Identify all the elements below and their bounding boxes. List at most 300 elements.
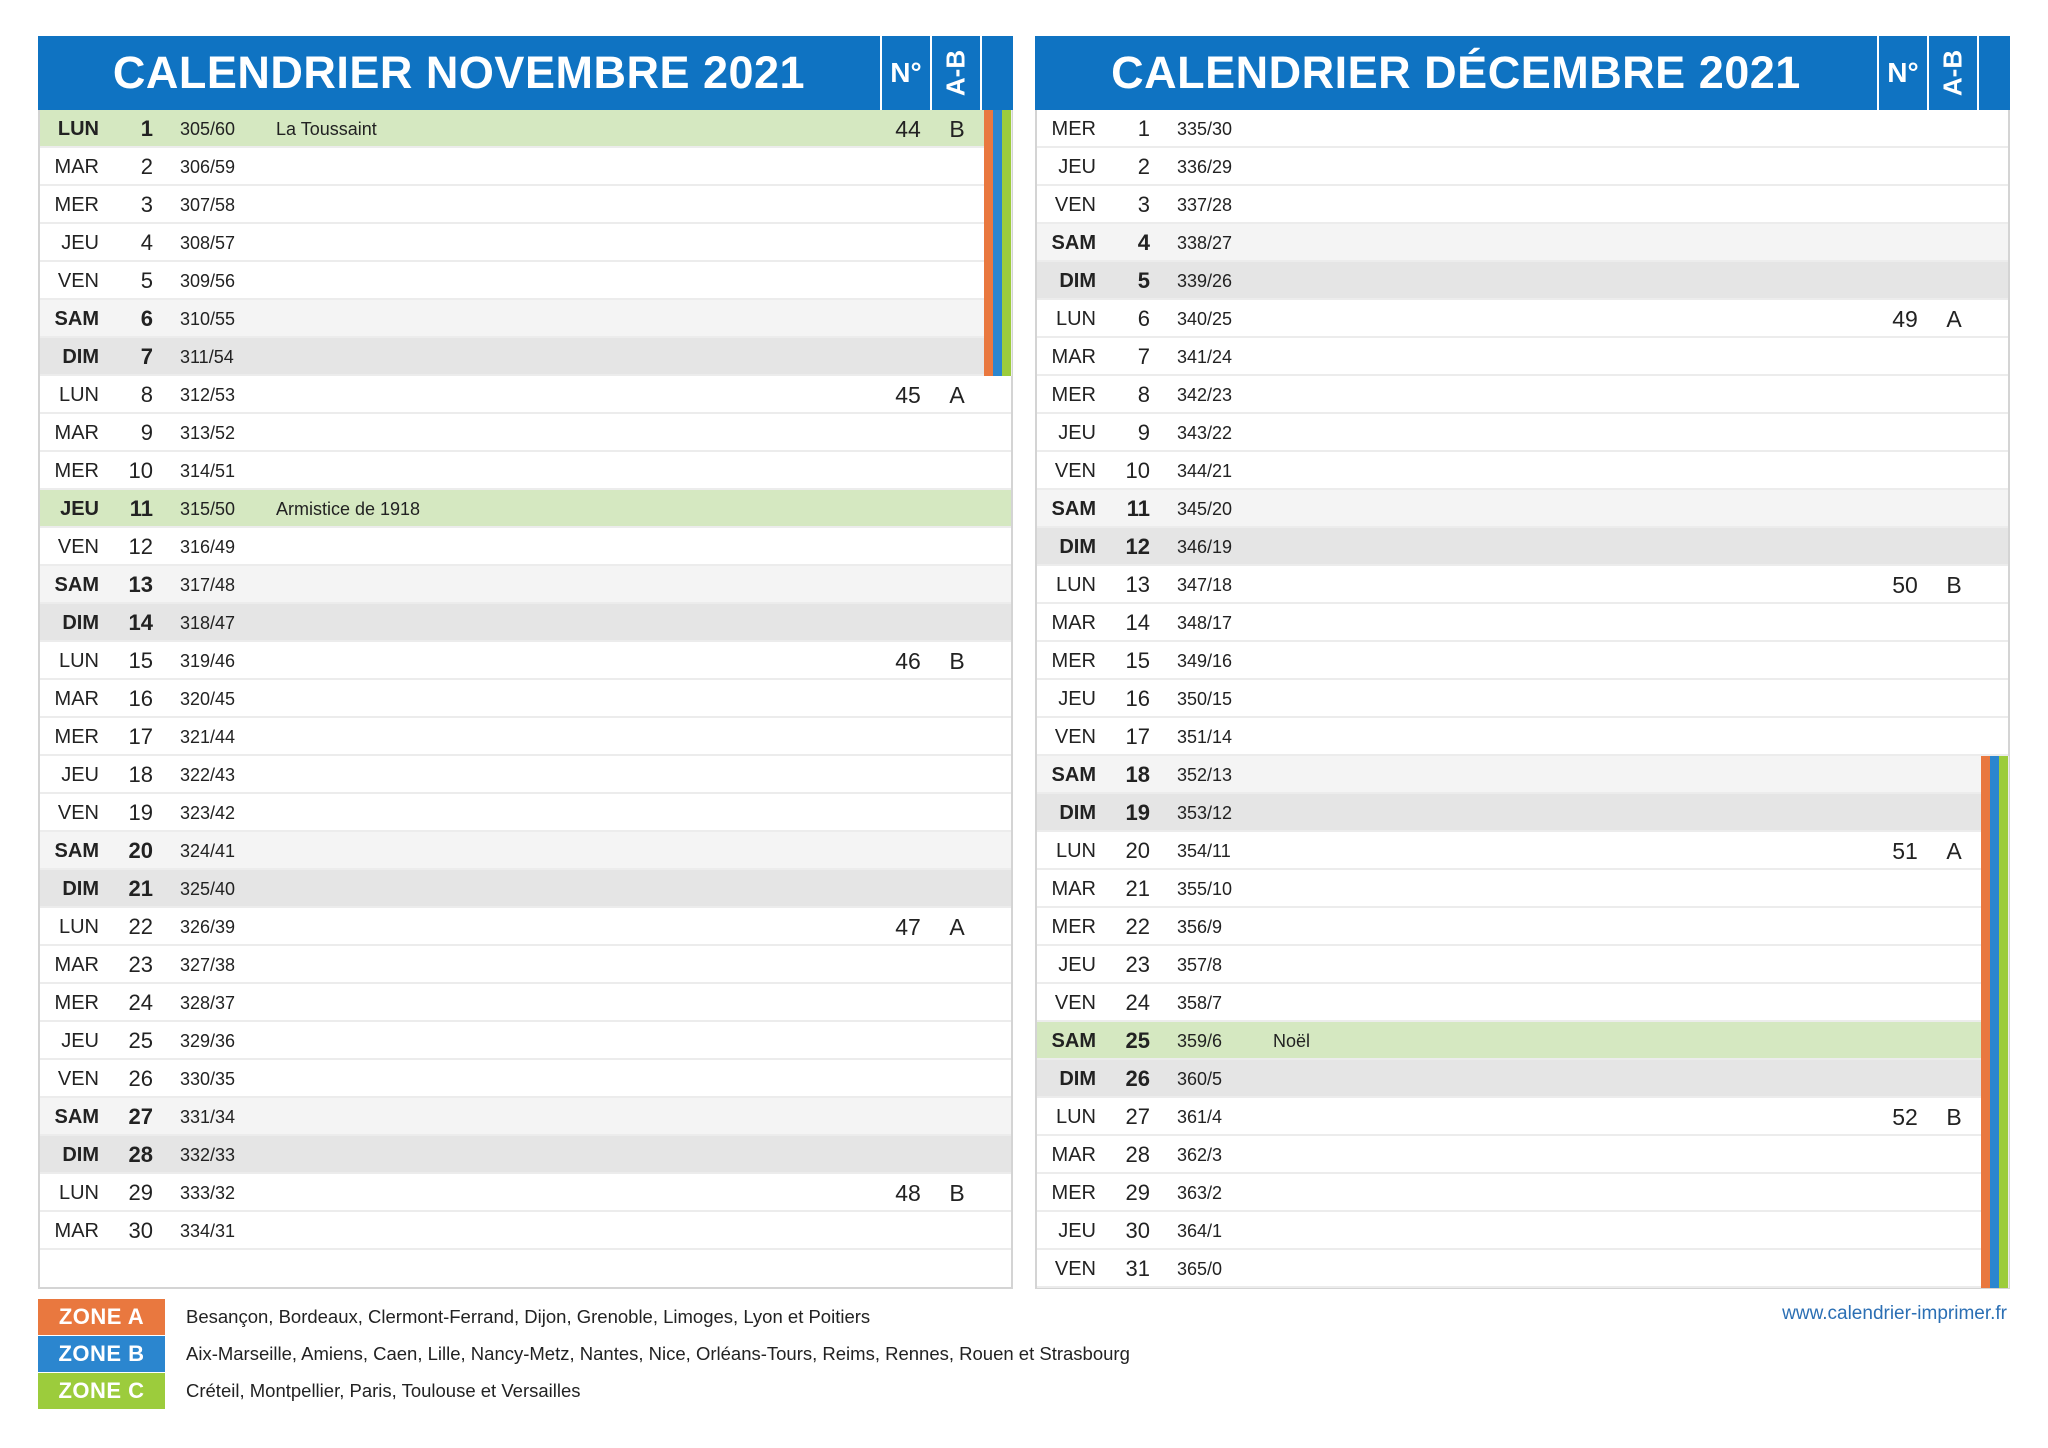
day-of-year: 314/51 — [180, 461, 236, 481]
zone-column-header — [980, 36, 1013, 110]
day-number: 3 — [1137, 192, 1150, 217]
day-of-year: 365/0 — [1177, 1259, 1223, 1279]
calendar-november — [38, 36, 1013, 1289]
school-holiday-zones — [1981, 1098, 2009, 1136]
day-row — [40, 1174, 1011, 1212]
day-row — [1037, 414, 2008, 452]
day-number: 17 — [128, 724, 153, 749]
calendar-header — [38, 36, 1013, 110]
day-number: 6 — [140, 306, 153, 331]
day-number: 9 — [140, 420, 153, 445]
day-of-year: 349/16 — [1177, 651, 1233, 671]
weekday-name: MER — [54, 726, 99, 748]
day-of-year: 360/5 — [1177, 1069, 1223, 1089]
ab-week-header-cell — [930, 36, 980, 110]
day-number: 2 — [1137, 154, 1150, 179]
week-ab: B — [949, 1180, 965, 1206]
day-number: 26 — [128, 1066, 153, 1091]
school-holiday-zones — [1981, 946, 2009, 984]
day-of-year: 356/9 — [1177, 917, 1223, 937]
day-of-year: 321/44 — [180, 727, 236, 747]
zone-c-cities: Créteil, Montpellier, Paris, Toulouse et Versailles — [186, 1380, 581, 1401]
day-number: 11 — [129, 496, 153, 521]
day-of-year: 364/1 — [1177, 1221, 1223, 1241]
day-row — [40, 870, 1011, 908]
day-number: 19 — [1125, 800, 1150, 825]
weekday-name: MER — [1051, 118, 1096, 140]
week-ab: A — [1946, 306, 1962, 332]
week-number: 48 — [895, 1180, 921, 1206]
day-row — [1037, 490, 2008, 528]
day-row — [1037, 1174, 2008, 1212]
day-of-year: 348/17 — [1177, 613, 1233, 633]
weekday-name: VEN — [57, 270, 99, 292]
day-of-year: 311/54 — [180, 347, 234, 367]
weekday-name: LUN — [58, 916, 99, 938]
day-row — [40, 490, 1011, 528]
day-number: 27 — [1125, 1104, 1150, 1129]
school-holiday-zones — [1981, 1212, 2009, 1250]
weekday-name: JEU — [1058, 422, 1096, 444]
weekday-name: MER — [54, 194, 99, 216]
weekday-name: LUN — [1055, 308, 1096, 330]
day-of-year: 354/11 — [1177, 841, 1231, 861]
weekday-name: DIM — [62, 612, 99, 634]
school-holiday-zones — [1981, 1022, 2009, 1060]
day-row — [40, 680, 1011, 718]
weekday-name: DIM — [62, 1144, 99, 1166]
zone-column-header — [1977, 36, 2010, 110]
weekday-name: MAR — [1051, 1144, 1096, 1166]
legend-zone-c — [38, 1373, 1338, 1409]
weekday-name: MAR — [1051, 612, 1096, 634]
day-row — [1037, 642, 2008, 680]
day-number: 13 — [1125, 572, 1150, 597]
day-number: 5 — [1137, 268, 1150, 293]
day-row — [1037, 870, 2008, 908]
weekday-name: VEN — [1054, 1258, 1096, 1280]
school-holiday-zones — [984, 148, 1012, 186]
day-number: 8 — [140, 382, 153, 407]
weekday-name: JEU — [1058, 954, 1096, 976]
day-row — [1037, 1060, 2008, 1098]
day-number: 14 — [128, 610, 153, 635]
day-row — [1037, 1212, 2008, 1250]
day-row — [40, 414, 1011, 452]
day-number: 14 — [1125, 610, 1150, 635]
event-label: La Toussaint — [276, 119, 377, 139]
day-of-year: 325/40 — [180, 879, 236, 899]
day-row — [40, 110, 1011, 148]
weekday-name: VEN — [1054, 992, 1096, 1014]
day-row — [1037, 1022, 2008, 1060]
day-row — [1037, 262, 2008, 300]
day-of-year: 355/10 — [1177, 879, 1233, 899]
weekday-name: SAM — [54, 308, 99, 330]
school-holiday-zones — [984, 300, 1012, 338]
weekday-name: MAR — [1051, 346, 1096, 368]
school-holiday-zones — [984, 338, 1012, 376]
day-of-year: 359/6 — [1177, 1031, 1223, 1051]
day-of-year: 319/46 — [180, 651, 236, 671]
day-number: 3 — [140, 192, 153, 217]
weekday-name: JEU — [61, 1030, 99, 1052]
day-of-year: 310/55 — [180, 309, 236, 329]
weekday-name: SAM — [1051, 1030, 1096, 1052]
day-number: 25 — [128, 1028, 153, 1053]
day-of-year: 335/30 — [1177, 119, 1233, 139]
day-of-year: 361/4 — [1177, 1107, 1223, 1127]
week-ab: A — [949, 914, 965, 940]
school-holiday-zones — [1981, 794, 2009, 832]
zone-c-badge: ZONE C — [38, 1373, 165, 1409]
calendar-title: CALENDRIER NOVEMBRE 2021 — [112, 47, 806, 98]
day-row — [40, 1022, 1011, 1060]
day-number: 25 — [1125, 1028, 1150, 1053]
zone-a-cities: Besançon, Bordeaux, Clermont-Ferrand, Dijon, Grenoble, Limoges, Lyon et Poitiers — [186, 1306, 871, 1327]
day-of-year: 305/60 — [180, 119, 236, 139]
day-row — [40, 186, 1011, 224]
school-holiday-zones — [1981, 1174, 2009, 1212]
school-holiday-zones — [984, 110, 1012, 148]
day-of-year: 357/8 — [1177, 955, 1223, 975]
day-number: 1 — [140, 116, 153, 141]
weekday-name: VEN — [1054, 726, 1096, 748]
weekday-name: JEU — [1058, 688, 1096, 710]
day-row — [40, 642, 1011, 680]
event-label: Noël — [1273, 1031, 1311, 1051]
day-of-year: 351/14 — [1177, 727, 1233, 747]
weekday-name: SAM — [1051, 232, 1096, 254]
day-row — [40, 262, 1011, 300]
day-number: 15 — [128, 648, 153, 673]
day-of-year: 333/32 — [180, 1183, 236, 1203]
school-holiday-zones — [1981, 1060, 2009, 1098]
day-row — [1037, 566, 2008, 604]
day-of-year: 337/28 — [1177, 195, 1233, 215]
school-holiday-zones — [1981, 984, 2009, 1022]
weekday-name: DIM — [1059, 802, 1096, 824]
day-row — [40, 528, 1011, 566]
weekday-name: VEN — [57, 1068, 99, 1090]
day-row — [40, 376, 1011, 414]
day-number: 15 — [1125, 648, 1150, 673]
week-number: 46 — [895, 648, 921, 674]
weekday-name: DIM — [62, 346, 99, 368]
day-of-year: 350/15 — [1177, 689, 1233, 709]
day-of-year: 327/38 — [180, 955, 236, 975]
school-holiday-zones — [984, 224, 1012, 262]
day-number: 22 — [128, 914, 153, 939]
day-number: 17 — [1125, 724, 1150, 749]
weekday-name: SAM — [54, 840, 99, 862]
day-number: 28 — [1125, 1142, 1150, 1167]
day-row — [1037, 1136, 2008, 1174]
weekday-name: MAR — [54, 422, 99, 444]
day-rows — [40, 110, 1011, 1250]
day-number: 16 — [128, 686, 153, 711]
weekday-name: LUN — [58, 650, 99, 672]
day-of-year: 343/22 — [1177, 423, 1233, 443]
zone-a-badge: ZONE A — [38, 1299, 165, 1335]
week-number: 49 — [1892, 306, 1918, 332]
day-of-year: 320/45 — [180, 689, 236, 709]
school-holiday-zones — [1981, 756, 2009, 794]
school-holiday-zones — [1981, 832, 2009, 870]
day-row — [40, 718, 1011, 756]
day-of-year: 307/58 — [180, 195, 236, 215]
day-row — [40, 604, 1011, 642]
day-of-year: 339/26 — [1177, 271, 1233, 291]
weekday-name: LUN — [57, 118, 99, 140]
weekday-name: LUN — [1055, 840, 1096, 862]
day-number: 7 — [1137, 344, 1150, 369]
weekday-name: MAR — [54, 156, 99, 178]
day-of-year: 318/47 — [180, 613, 236, 633]
weekday-name: MAR — [54, 688, 99, 710]
weekday-name: SAM — [1051, 498, 1096, 520]
weekday-name: LUN — [1055, 1106, 1096, 1128]
weekday-name: DIM — [1059, 1068, 1096, 1090]
day-number: 28 — [128, 1142, 153, 1167]
day-number: 6 — [1137, 306, 1150, 331]
day-of-year: 352/13 — [1177, 765, 1233, 785]
weekday-name: LUN — [58, 384, 99, 406]
day-of-year: 338/27 — [1177, 233, 1233, 253]
day-number: 2 — [140, 154, 153, 179]
day-of-year: 316/49 — [180, 537, 236, 557]
day-row — [1037, 832, 2008, 870]
day-of-year: 326/39 — [180, 917, 236, 937]
day-number: 22 — [1125, 914, 1150, 939]
day-of-year: 345/20 — [1177, 499, 1233, 519]
weekday-name: LUN — [58, 1182, 99, 1204]
week-ab: B — [1946, 1104, 1962, 1130]
day-of-year: 331/34 — [180, 1107, 236, 1127]
ab-week-header-cell — [1927, 36, 1977, 110]
weekday-name: VEN — [1054, 460, 1096, 482]
day-number: 24 — [1125, 990, 1150, 1015]
day-number: 4 — [140, 230, 153, 255]
day-row — [40, 832, 1011, 870]
weekday-name: VEN — [1054, 194, 1096, 216]
week-number-header: N° — [1877, 36, 1927, 110]
day-row — [40, 1098, 1011, 1136]
weekday-name: DIM — [1059, 536, 1096, 558]
ab-week-header: A-B — [1937, 49, 1968, 97]
weekday-name: DIM — [62, 878, 99, 900]
event-label: Armistice de 1918 — [276, 499, 421, 519]
day-number: 30 — [1125, 1218, 1150, 1243]
website-link[interactable]: www.calendrier-imprimer.fr — [1782, 1303, 2007, 1324]
day-of-year: 344/21 — [1177, 461, 1233, 481]
day-of-year: 334/31 — [180, 1221, 236, 1241]
day-number: 7 — [140, 344, 153, 369]
day-row — [40, 1136, 1011, 1174]
day-number: 12 — [1125, 534, 1150, 559]
week-ab: B — [1946, 572, 1962, 598]
week-ab: A — [1946, 838, 1962, 864]
weekday-name: MAR — [54, 1220, 99, 1242]
school-holiday-zones — [984, 186, 1012, 224]
day-of-year: 346/19 — [1177, 537, 1233, 557]
day-row — [1037, 376, 2008, 414]
weekday-name: MER — [1051, 650, 1096, 672]
day-of-year: 317/48 — [180, 575, 236, 595]
day-of-year: 330/35 — [180, 1069, 236, 1089]
day-of-year: 309/56 — [180, 271, 236, 291]
zone-b-badge: ZONE B — [38, 1336, 165, 1372]
school-holiday-zones — [1981, 1136, 2009, 1174]
day-number: 29 — [1125, 1180, 1150, 1205]
day-of-year: 341/24 — [1177, 347, 1233, 367]
school-holiday-zones — [1981, 908, 2009, 946]
day-number: 10 — [1125, 458, 1150, 483]
day-number: 18 — [1125, 762, 1150, 787]
day-number: 21 — [128, 876, 153, 901]
week-ab: B — [949, 648, 965, 674]
day-of-year: 315/50 — [180, 499, 236, 519]
day-number: 18 — [128, 762, 153, 787]
day-row — [1037, 984, 2008, 1022]
day-of-year: 358/7 — [1177, 993, 1223, 1013]
day-number: 29 — [128, 1180, 153, 1205]
day-row — [1037, 604, 2008, 642]
weekday-name: JEU — [61, 764, 99, 786]
day-number: 21 — [1125, 876, 1150, 901]
day-number: 30 — [128, 1218, 153, 1243]
weekday-name: MER — [1051, 916, 1096, 938]
week-number: 50 — [1892, 572, 1918, 598]
day-number: 1 — [1137, 116, 1150, 141]
school-holiday-zones — [984, 262, 1012, 300]
day-row — [1037, 946, 2008, 984]
week-ab: B — [949, 116, 965, 142]
day-row — [1037, 794, 2008, 832]
weekday-name: JEU — [1058, 156, 1096, 178]
zone-b-cities: Aix-Marseille, Amiens, Caen, Lille, Nancy-Metz, Nantes, Nice, Orléans-Tours, Reims, Rennes, Rouen et Strasbourg — [186, 1343, 1130, 1364]
day-number: 11 — [1126, 496, 1150, 521]
day-number: 23 — [1125, 952, 1150, 977]
week-number: 45 — [895, 382, 921, 408]
weekday-name: MER — [1051, 1182, 1096, 1204]
school-holiday-zones — [1981, 870, 2009, 908]
day-of-year: 306/59 — [180, 157, 236, 177]
day-row — [40, 946, 1011, 984]
day-number: 20 — [128, 838, 153, 863]
day-row — [40, 338, 1011, 376]
day-row — [40, 148, 1011, 186]
day-number: 19 — [128, 800, 153, 825]
day-of-year: 328/37 — [180, 993, 236, 1013]
day-row — [40, 300, 1011, 338]
day-row — [40, 984, 1011, 1022]
ab-week-header: A-B — [940, 49, 971, 97]
day-number: 23 — [128, 952, 153, 977]
day-row — [1037, 452, 2008, 490]
day-of-year: 347/18 — [1177, 575, 1233, 595]
day-of-year: 308/57 — [180, 233, 236, 253]
day-number: 4 — [1137, 230, 1150, 255]
day-row — [1037, 1098, 2008, 1136]
weekday-name: SAM — [54, 1106, 99, 1128]
day-of-year: 312/53 — [180, 385, 236, 405]
day-number: 31 — [1125, 1256, 1150, 1281]
day-number: 10 — [128, 458, 153, 483]
day-row — [1037, 148, 2008, 186]
calendar-december — [1035, 36, 2010, 1289]
day-of-year: 329/36 — [180, 1031, 236, 1051]
day-number: 8 — [1137, 382, 1150, 407]
day-row — [1037, 110, 2008, 148]
week-number: 44 — [895, 116, 921, 142]
day-of-year: 353/12 — [1177, 803, 1233, 823]
day-of-year: 340/25 — [1177, 309, 1233, 329]
day-row — [40, 1212, 1011, 1250]
day-row — [1037, 186, 2008, 224]
day-number: 24 — [128, 990, 153, 1015]
week-number-header: N° — [880, 36, 930, 110]
day-number: 13 — [128, 572, 153, 597]
day-row — [40, 756, 1011, 794]
day-row — [1037, 300, 2008, 338]
day-row — [1037, 338, 2008, 376]
calendar-title: CALENDRIER DÉCEMBRE 2021 — [1111, 47, 1801, 98]
day-of-year: 336/29 — [1177, 157, 1233, 177]
week-number: 47 — [895, 914, 921, 940]
week-ab: A — [949, 382, 965, 408]
weekday-name: JEU — [61, 232, 99, 254]
weekday-name: MER — [1051, 384, 1096, 406]
day-row — [40, 452, 1011, 490]
calendar-header — [1035, 36, 2010, 110]
day-row — [1037, 224, 2008, 262]
day-number: 9 — [1137, 420, 1150, 445]
day-row — [40, 908, 1011, 946]
day-rows — [1037, 110, 2008, 1288]
week-number: 51 — [1892, 838, 1918, 864]
weekday-name: MER — [54, 992, 99, 1014]
day-number: 12 — [128, 534, 153, 559]
day-number: 5 — [140, 268, 153, 293]
day-of-year: 323/42 — [180, 803, 236, 823]
day-number: 26 — [1125, 1066, 1150, 1091]
weekday-name: MAR — [54, 954, 99, 976]
day-row — [1037, 718, 2008, 756]
weekday-name: SAM — [54, 574, 99, 596]
day-of-year: 363/2 — [1177, 1183, 1223, 1203]
legend-zone-a — [38, 1299, 1338, 1335]
day-row — [40, 566, 1011, 604]
weekday-name: VEN — [57, 802, 99, 824]
weekday-name: JEU — [60, 498, 99, 520]
weekday-name: MAR — [1051, 878, 1096, 900]
school-holiday-zones — [1981, 1250, 2009, 1288]
day-of-year: 322/43 — [180, 765, 236, 785]
day-row — [1037, 1250, 2008, 1288]
day-row — [40, 794, 1011, 832]
day-row — [1037, 908, 2008, 946]
day-of-year: 362/3 — [1177, 1145, 1223, 1165]
weekday-name: MER — [54, 460, 99, 482]
day-of-year: 332/33 — [180, 1145, 236, 1165]
day-row — [40, 224, 1011, 262]
weekday-name: DIM — [1059, 270, 1096, 292]
day-row — [40, 1060, 1011, 1098]
legend-zone-b — [38, 1336, 1338, 1372]
weekday-name: JEU — [1058, 1220, 1096, 1242]
day-number: 16 — [1125, 686, 1150, 711]
